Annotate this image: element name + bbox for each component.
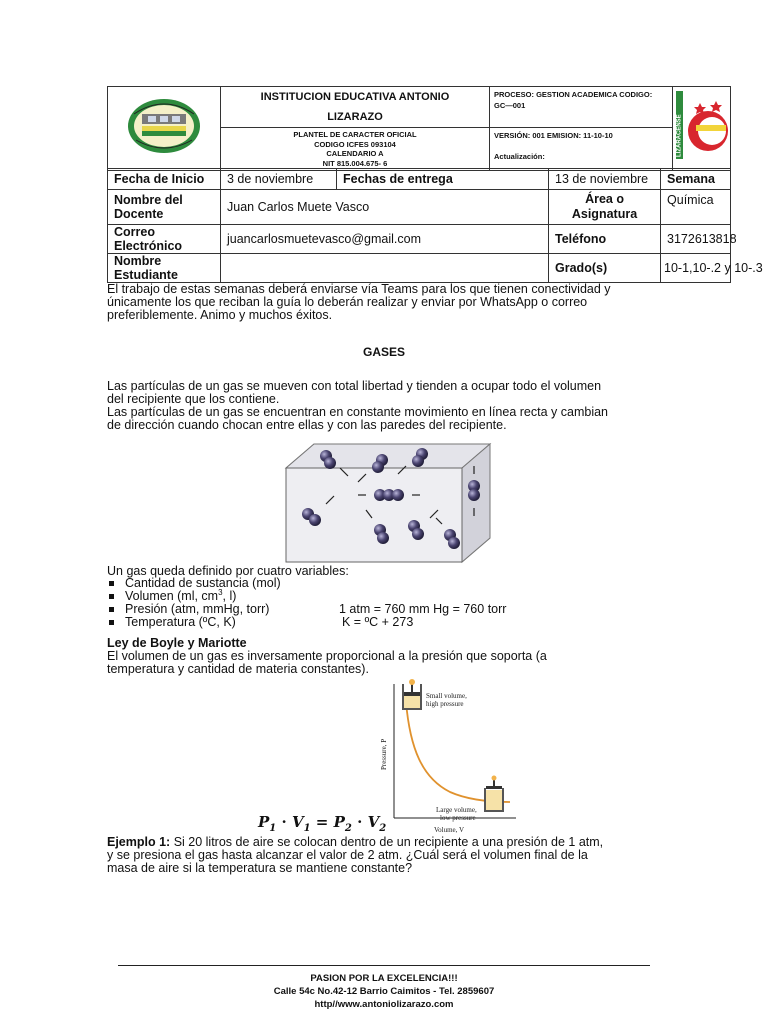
particles-line-1: Las partículas de un gas se mueven con total libertad y tienden a ocupar todo el volumen: [107, 379, 602, 393]
area-label: [549, 190, 661, 225]
variables-intro: Un gas queda definido por cuatro variables:: [107, 564, 349, 578]
small-volume-label-1: Small volume,: [426, 692, 467, 700]
pressure-equivalence: 1 atm = 760 mm Hg = 760 torr: [339, 602, 507, 616]
gas-particles-paragraph: [107, 380, 662, 432]
pressure-axis-label: Pressure, P: [380, 738, 388, 770]
institution-name-cell: [221, 87, 490, 128]
teacher-label: Nombre del Docente: [108, 190, 221, 225]
student-name-field[interactable]: [221, 254, 549, 283]
version-text: VERSIÓN: 001 EMISION: 11-10-10: [494, 131, 613, 140]
start-date-label: Fecha de Inicio: [108, 169, 221, 190]
school-shield-logo: [124, 96, 204, 156]
delivery-date-value: 13 de noviembre: [549, 169, 661, 190]
school-logo-cell: [108, 87, 221, 171]
small-volume-piston-icon: [402, 679, 422, 710]
intro-paragraph: [107, 283, 662, 322]
gas-molecules-box-illustration: [282, 438, 494, 566]
formula-v2: V: [367, 813, 380, 831]
boyle-law-paragraph: [107, 650, 662, 676]
version-cell: [490, 128, 673, 171]
start-date-value: 3 de noviembre: [221, 169, 337, 190]
institution-header-table: [107, 86, 731, 171]
formula-sub-4: 2: [379, 823, 387, 834]
example-line-1-text: Si 20 litros de aire se colocan dentro de un recipiente a una presión de 1 atm,: [170, 835, 604, 849]
details-line-2: CODIGO ICFES 093104: [314, 139, 396, 149]
phone-label: Teléfono: [549, 225, 661, 254]
area-label-line2: Asignatura: [571, 207, 638, 221]
student-name-label: Nombre Estudiante: [108, 254, 221, 283]
formula-sub-1: 1: [269, 823, 277, 834]
institution-name-line1: INSTITUCION EDUCATIVA ANTONIO: [260, 91, 450, 103]
footer-divider: [118, 965, 650, 966]
intro-line-2: únicamente los que reciban la guía lo deberán realizar y enviar por WhatsApp o correo: [107, 295, 588, 309]
boyle-formula: [258, 813, 386, 834]
update-text: Actualización:: [494, 152, 545, 161]
variable-volume-text: Volumen (ml, cm: [125, 589, 219, 603]
example-line-3: masa de aire si la temperatura se mantiene constante?: [107, 861, 413, 875]
area-value: Química: [661, 190, 731, 225]
formula-dot-2: ·: [357, 813, 363, 831]
boyle-law-title: Ley de Boyle y Mariotte: [107, 636, 247, 650]
institution-name-line2: LIZARAZO: [327, 111, 383, 123]
details-line-4: NIT 815.004.675- 6: [322, 158, 388, 168]
course-info-table: [107, 168, 763, 283]
formula-sub-2: 1: [303, 823, 311, 834]
grade-label: Grado(s): [549, 254, 661, 283]
volume-superscript: 3: [218, 587, 223, 597]
section-title: GASES: [362, 345, 405, 359]
variable-temperature-text: Temperatura (ºC, K): [125, 615, 236, 629]
teacher-value: Juan Carlos Muete Vasco: [221, 190, 549, 225]
phone-value: 3172613818: [661, 225, 731, 254]
intro-line-3: preferiblemente. Animo y muchos éxitos.: [107, 308, 333, 322]
boyle-line-2: temperatura y cantidad de materia constantes).: [107, 662, 369, 676]
formula-v1: V: [291, 813, 304, 831]
large-volume-label-2: low pressure: [440, 814, 476, 822]
large-volume-piston-icon: [484, 776, 504, 813]
boyle-line-1: El volumen de un gas es inversamente proporcional a la presión que soporta (a: [107, 649, 547, 663]
footer-website: http//www.antoniolizarazo.com: [314, 999, 454, 1010]
variables-list: [107, 577, 667, 629]
lizaracense-logo: [674, 87, 730, 165]
process-code-line2: GC—001: [494, 101, 526, 110]
grade-value: 10-1,10-.2 y 10-.3: [661, 254, 731, 283]
intro-line-1: El trabajo de estas semanas deberá enviarse vía Teams para los que tienen conectividad y: [107, 282, 611, 296]
example-label: Ejemplo 1:: [107, 835, 171, 849]
footer-address: Calle 54c No.42-12 Barrio Caimitos - Tel. 2859607: [273, 986, 495, 997]
process-code-line1: PROCESO: GESTION ACADEMICA CODIGO:: [494, 90, 653, 99]
example-line-2: y se presiona el gas hasta alcanzar el valor de 2 atm. ¿Cuál será el volumen final de la: [107, 848, 588, 862]
particles-line-2: del recipiente que los contiene.: [107, 392, 280, 406]
large-volume-label-1: Large volume,: [436, 806, 477, 814]
delivery-date-label: Fechas de entrega: [337, 169, 549, 190]
formula-p2: P: [333, 813, 345, 831]
variable-volume-text-end: , l): [222, 589, 237, 603]
institution-details-cell: [221, 128, 490, 171]
area-label-line1: Área o: [585, 192, 624, 206]
right-logo-cell: [673, 87, 731, 171]
details-line-1: PLANTEL DE CARACTER OFICIAL: [293, 130, 417, 139]
email-value: juancarlosmuetevasco@gmail.com: [221, 225, 549, 254]
particles-line-4: de dirección cuando chocan entre ellas y con las paredes del recipiente.: [107, 418, 507, 432]
process-cell: [490, 87, 673, 128]
example-1-paragraph: [107, 836, 662, 875]
volume-axis-label: Volume, V: [434, 826, 465, 834]
week-label: Semana: [661, 169, 731, 190]
formula-equals: =: [315, 813, 329, 831]
svg-text:LIZARACENSE: LIZARACENSE: [676, 114, 682, 157]
details-line-3: CALENDARIO A: [326, 149, 384, 158]
email-label: Correo Electrónico: [108, 225, 221, 254]
small-volume-label-2: high pressure: [426, 700, 464, 708]
variable-amount-text: Cantidad de sustancia (mol): [125, 576, 281, 590]
formula-p1: P: [258, 813, 270, 831]
temperature-conversion: K = ºC + 273: [342, 615, 414, 629]
pressure-volume-graph: [367, 678, 520, 836]
formula-dot-1: ·: [281, 813, 287, 831]
footer-motto: PASION POR LA EXCELENCIA!!!: [310, 973, 458, 984]
variable-item-temperature: [107, 616, 667, 629]
particles-line-3: Las partículas de un gas se encuentran en constante movimiento en línea recta y cambian: [107, 405, 608, 419]
variable-pressure-text: Presión (atm, mmHg, torr): [125, 602, 270, 616]
formula-sub-3: 2: [344, 823, 352, 834]
